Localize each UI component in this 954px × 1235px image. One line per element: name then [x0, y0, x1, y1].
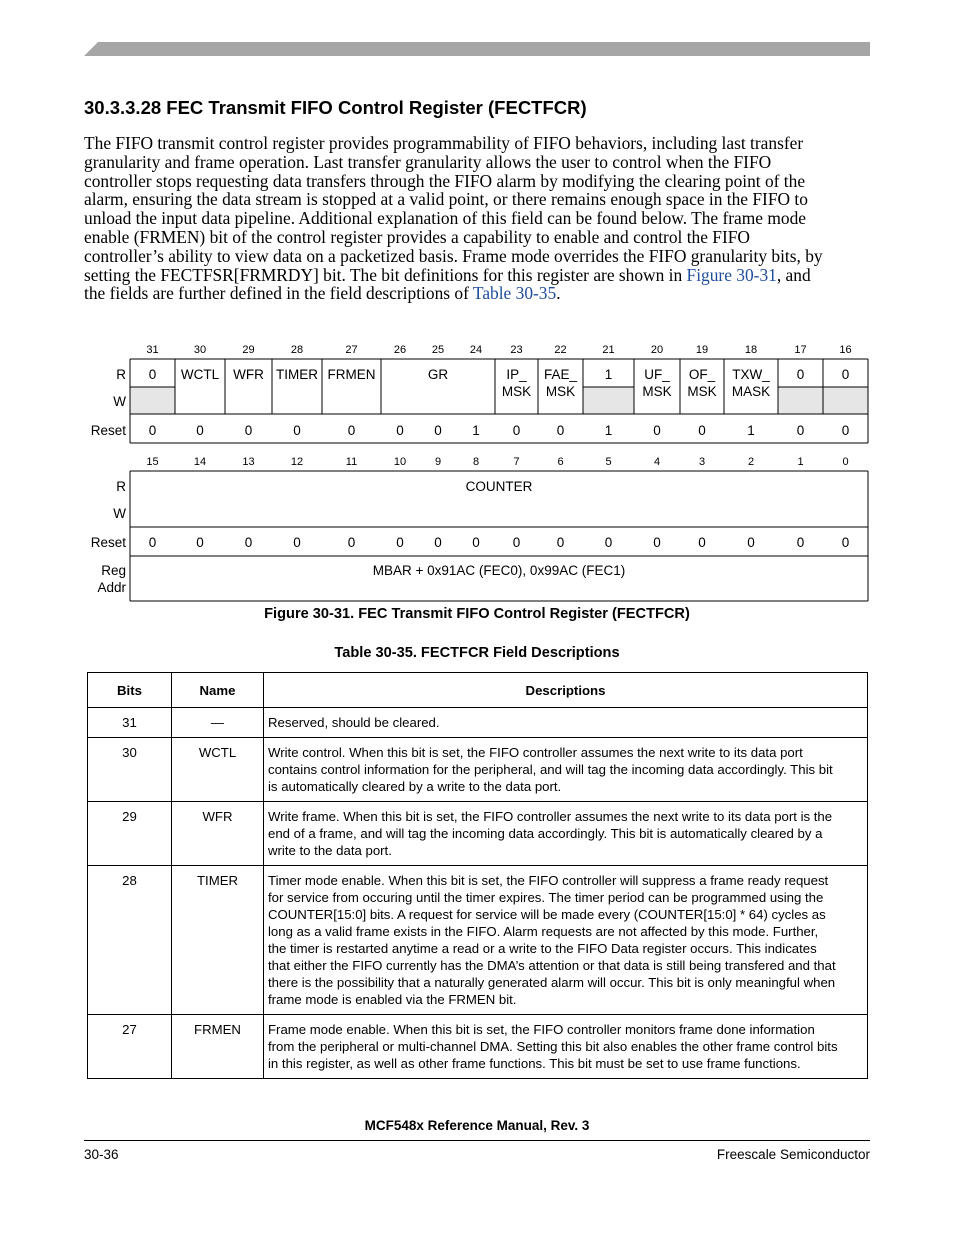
intro-line: enable (FRMEN) bit of the control register provides a capability to enable and control the FIFO: [84, 226, 750, 247]
table-header-row: [88, 673, 868, 708]
reset-value: 0: [196, 535, 204, 550]
reset-value: 1: [747, 423, 755, 438]
bit-number: 3: [698, 456, 706, 468]
description-line: COUNTER[15:0] bits. A request for service will be made every (COUNTER[15:0] * 64) cycles as: [268, 907, 826, 922]
table-row: [88, 708, 868, 738]
bit-number: 19: [695, 344, 709, 356]
intro-line: controller stops requesting data transfers through the FIFO alarm by modifying the clearing point of the: [84, 170, 806, 191]
field-label: MSK: [545, 384, 576, 399]
bits-cell: 28: [88, 866, 172, 1015]
bit-number: 21: [602, 344, 615, 356]
table-link[interactable]: Table 30-35: [472, 283, 557, 304]
reset-value: 0: [556, 535, 565, 550]
reset-value: 0: [396, 423, 404, 438]
reset-value: 0: [148, 423, 157, 438]
bit-number: 26: [393, 344, 407, 356]
bit-number: 9: [434, 456, 442, 468]
bit-number: 25: [431, 344, 445, 356]
field-label: 1: [604, 367, 613, 382]
reset-value: 0: [653, 535, 661, 550]
bit-number: 5: [605, 456, 612, 468]
reset-value: 0: [698, 423, 706, 438]
figure-link[interactable]: Figure 30-31: [686, 264, 777, 285]
reset-value: 0: [841, 423, 850, 438]
reset-value: 0: [556, 423, 565, 438]
description-line: Timer mode enable. When this bit is set, the FIFO controller will suppress a frame ready request: [268, 873, 829, 888]
page-number: 30-36: [84, 1147, 119, 1162]
bits-cell: 29: [88, 802, 172, 866]
column-header-name: Name: [172, 673, 264, 708]
reset-value: 0: [347, 535, 356, 550]
reserved-write-cell: [823, 387, 868, 414]
row-label: Reset: [90, 423, 126, 438]
field-label: OF_: [688, 367, 716, 382]
bit-number: 31: [146, 344, 159, 356]
field-label: 0: [148, 367, 157, 382]
bit-number: 15: [146, 456, 159, 468]
reset-value: 0: [434, 423, 442, 438]
row-label: W: [113, 394, 126, 409]
description-line: there is the possibility that a naturally generated alarm will occur. This bit is only meaningful when: [268, 975, 836, 990]
reset-value: 0: [148, 535, 157, 550]
field-label: MSK: [501, 384, 532, 399]
reset-value: 0: [396, 535, 404, 550]
bit-number: 17: [794, 344, 807, 356]
description-line: for service from occuring until the timer expires. The timer period can be programmed using the: [268, 890, 824, 905]
table-row: [88, 1015, 868, 1079]
bit-number: 2: [747, 456, 755, 468]
reserved-write-cell: [583, 387, 634, 414]
bit-number: 30: [193, 344, 207, 356]
field-label: GR: [427, 367, 449, 382]
name-cell: FRMEN: [172, 1015, 264, 1079]
bit-number: 12: [290, 456, 304, 468]
intro-text: .: [556, 283, 561, 304]
field-label: 0: [841, 367, 850, 382]
bit-number: 4: [653, 456, 661, 468]
reset-value: 0: [244, 423, 253, 438]
intro-text: , and: [776, 264, 811, 285]
row-label: Reset: [90, 535, 126, 550]
bit-number: 6: [557, 456, 564, 468]
bit-number: 7: [513, 456, 520, 468]
bit-number: 22: [554, 344, 567, 356]
reset-value: 0: [512, 535, 521, 550]
bit-number: 1: [797, 456, 804, 468]
bit-number: 10: [393, 456, 407, 468]
description-line: contains control information for the peripheral, and will tag the incoming data accordingly. This bit: [268, 762, 833, 777]
reset-value: 0: [604, 535, 613, 550]
description-line: that either the FIFO currently has the DMA’s attention or that data is still being transfered and that: [268, 958, 836, 973]
column-header-bits: Bits: [88, 673, 172, 708]
field-label: IP_: [506, 367, 527, 382]
description-line: end of a frame, and will tag the incoming data accordingly. This bit is automatically cleared by a: [268, 826, 823, 841]
table-caption: Table 30-35. FECTFCR Field Descriptions: [334, 645, 620, 661]
reset-value: 0: [841, 535, 850, 550]
counter-field-label: COUNTER: [465, 479, 533, 494]
register-address: MBAR + 0x91AC (FEC0), 0x99AC (FEC1): [372, 563, 626, 578]
row-label: W: [113, 506, 126, 521]
reset-value: 0: [293, 423, 301, 438]
field-label: TIMER: [276, 367, 318, 382]
intro-text: the fields are further defined in the field descriptions of: [84, 283, 473, 304]
bit-number: 29: [242, 344, 255, 356]
figure-caption: Figure 30-31. FEC Transmit FIFO Control Register (FECTFCR): [264, 606, 690, 622]
name-cell: —: [172, 708, 264, 738]
reset-value: 0: [698, 535, 706, 550]
description-line: Frame mode enable. When this bit is set, the FIFO controller monitors frame done information: [268, 1022, 815, 1037]
field-label: WFR: [233, 367, 264, 382]
reserved-write-cell: [130, 387, 175, 414]
description-cell: [264, 708, 868, 738]
reset-value: 0: [512, 423, 521, 438]
description-line: Write control. When this bit is set, the FIFO controller assumes the next write to its data port: [268, 745, 803, 760]
bit-number: 14: [193, 456, 207, 468]
name-cell: WFR: [172, 802, 264, 866]
intro-line: controller’s ability to view data on a packetized basis. Frame mode overrides the FIFO granularity bits, by: [84, 245, 823, 266]
reset-value: 0: [434, 535, 442, 550]
bit-number: 0: [842, 456, 849, 468]
name-cell: WCTL: [172, 738, 264, 802]
bit-number: 20: [650, 344, 664, 356]
row-label: Addr: [97, 580, 126, 595]
reset-value: 0: [472, 535, 480, 550]
row-label: R: [116, 367, 126, 382]
column-header-descriptions: Descriptions: [264, 673, 868, 708]
reset-value: 0: [747, 535, 755, 550]
reset-value: 0: [293, 535, 301, 550]
bit-number: 8: [472, 456, 480, 468]
reset-value: 0: [347, 423, 356, 438]
description-line: Reserved, should be cleared.: [268, 715, 440, 730]
bit-number: 16: [839, 344, 852, 356]
description-line: long as a valid frame exists in the FIFO. Alarm requests are not affected by this mode. Further,: [268, 924, 819, 939]
description-cell: [264, 1015, 868, 1079]
bit-number: 18: [744, 344, 758, 356]
field-label: 0: [796, 367, 805, 382]
bits-cell: 27: [88, 1015, 172, 1079]
bit-number: 23: [510, 344, 523, 356]
description-line: the timer is restarted anytime a read or a write to the FIFO Data register occurs. This indicates: [268, 941, 817, 956]
bit-number: 11: [345, 456, 358, 468]
field-label: MSK: [642, 384, 672, 399]
description-line: is automatically cleared by a write to the data port.: [268, 779, 562, 794]
field-label: UF_: [644, 367, 670, 382]
reset-value: 0: [796, 423, 805, 438]
description-line: frame mode is enabled via the FRMEN bit.: [268, 992, 517, 1007]
intro-line: unload the input data pipeline. Additional explanation of this field can be found below. The frame mode: [84, 208, 806, 229]
reset-value: 1: [604, 423, 613, 438]
intro-text: setting the FECTFSR[FRMRDY] bit. The bit definitions for this register are shown in: [84, 264, 687, 285]
description-line: write to the data port.: [268, 843, 392, 858]
footer-rule: [84, 1140, 870, 1141]
name-cell: TIMER: [172, 866, 264, 1015]
bits-cell: 31: [88, 708, 172, 738]
bit-number: 13: [242, 456, 255, 468]
field-label: FAE_: [543, 367, 578, 382]
reset-value: 0: [244, 535, 253, 550]
field-label: MASK: [731, 384, 771, 399]
reset-value: 1: [472, 423, 480, 438]
field-label: FRMEN: [327, 367, 376, 382]
table-row: [88, 738, 868, 802]
field-label: MSK: [687, 384, 717, 399]
description-line: from the peripheral or multi-channel DMA. Setting this bit also enables the other frame control bits: [268, 1039, 838, 1054]
intro-line: alarm, ensuring the data stream is stopped at a valid point, or there remains enough space in the FIFO to: [84, 189, 808, 210]
field-label: TXW_: [732, 367, 770, 382]
bits-cell: 30: [88, 738, 172, 802]
table-row: [88, 866, 868, 1015]
bit-number: 28: [290, 344, 304, 356]
description-line: Write frame. When this bit is set, the FIFO controller assumes the next write to its data port is the: [268, 809, 833, 824]
reset-value: 0: [796, 535, 805, 550]
bit-number: 27: [345, 344, 358, 356]
company-name: Freescale Semiconductor: [716, 1147, 870, 1162]
reset-value: 0: [196, 423, 204, 438]
field-label: WCTL: [180, 367, 220, 382]
intro-line: granularity and frame operation. Last transfer granularity allows the user to control when the FIFO: [84, 151, 772, 172]
table-row: [88, 802, 868, 866]
intro-line: The FIFO transmit control register provides programmability of FIFO behaviors, including last transfer: [84, 133, 804, 153]
description-line: in this register, as well as other frame functions. This bit must be set to use frame functions.: [268, 1056, 801, 1071]
section-heading: 30.3.3.28 FEC Transmit FIFO Control Register (FECTFCR): [84, 97, 587, 118]
footer-title: MCF548x Reference Manual, Rev. 3: [364, 1118, 590, 1133]
description-cell: [264, 802, 868, 866]
description-cell: [264, 866, 868, 1015]
row-label: Reg: [101, 563, 126, 578]
row-label: R: [116, 479, 126, 494]
reset-value: 0: [653, 423, 661, 438]
field-description-table: [87, 672, 868, 1079]
reserved-write-cell: [778, 387, 823, 414]
bit-number: 24: [469, 344, 483, 356]
description-cell: [264, 738, 868, 802]
